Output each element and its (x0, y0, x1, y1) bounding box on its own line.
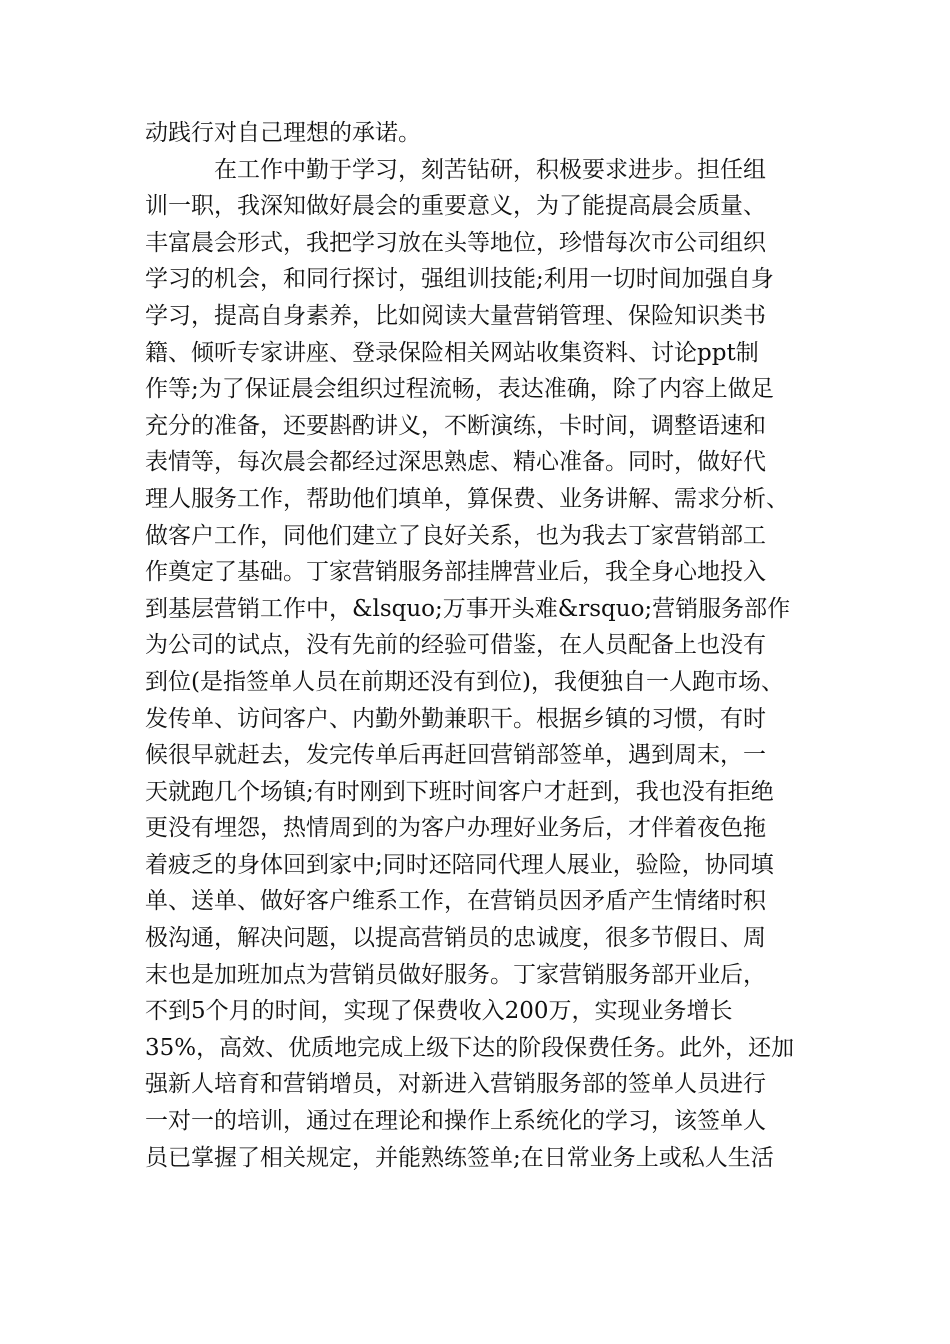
text-line: 35%，高效、优质地完成上级下达的阶段保费任务。此外，还加 (145, 1034, 795, 1061)
text-line: 到基层营销工作中，&lsquo;万事开头难&rsquo;营销服务部作 (145, 595, 791, 622)
text-line: 末也是加班加点为营销员做好服务。丁家营销服务部开业后， (145, 961, 766, 988)
text-line: 天就跑几个场镇;有时刚到下班时间客户才赶到，我也没有拒绝 (145, 778, 774, 805)
text-line: 极沟通，解决问题，以提高营销员的忠诚度，很多节假日、周 (145, 925, 766, 952)
text-line: 员已掌握了相关规定，并能熟练签单;在日常业务上或私人生活 (145, 1144, 774, 1171)
text-line: 发传单、访问客户、内勤外勤兼职干。根据乡镇的习惯，有时 (145, 705, 766, 732)
text-line: 表情等，每次晨会都经过深思熟虑、精心准备。同时，做好代 (145, 449, 766, 476)
text-line: 做客户工作，同他们建立了良好关系，也为我去丁家营销部工 (145, 522, 766, 549)
text-line: 单、送单、做好客户维系工作，在营销员因矛盾产生情绪时积 (145, 888, 766, 915)
text-line: 一对一的培训，通过在理论和操作上系统化的学习，该签单人 (145, 1108, 766, 1135)
paragraph-first-line: 在工作中勤于学习，刻苦钻研，积极要求进步。担任组 (214, 156, 766, 183)
text-line: 学习的机会，和同行探讨，强组训技能;利用一切时间加强自身 (145, 266, 774, 293)
text-line: 丰富晨会形式，我把学习放在头等地位，珍惜每次市公司组织 (145, 229, 766, 256)
text-line: 不到5个月的时间，实现了保费收入200万，实现业务增长 (145, 998, 733, 1025)
text-line: 训一职，我深知做好晨会的重要意义，为了能提高晨会质量、 (145, 193, 766, 220)
text-line: 充分的准备，还要斟酌讲义，不断演练，卡时间，调整语速和 (145, 412, 766, 439)
body-text (145, 115, 805, 1176)
text-line: 学习，提高自身素养，比如阅读大量营销管理、保险知识类书 (145, 302, 766, 329)
text-line: 更没有埋怨，热情周到的为客户办理好业务后，才伴着夜色拖 (145, 815, 766, 842)
text-line: 着疲乏的身体回到家中;同时还陪同代理人展业，验险，协同填 (145, 851, 774, 878)
text-line: 动践行对自己理想的承诺。 (145, 120, 421, 146)
text-line: 到位(是指签单人员在前期还没有到位)，我便独自一人跑市场、 (145, 668, 784, 695)
text-line: 作奠定了基础。丁家营销服务部挂牌营业后，我全身心地投入 (145, 559, 766, 586)
text-line: 籍、倾听专家讲座、登录保险相关网站收集资料、讨论ppt制 (145, 339, 759, 366)
text-line: 作等;为了保证晨会组织过程流畅，表达准确，除了内容上做足 (145, 376, 774, 403)
text-line: 候很早就赶去，发完传单后再赶回营销部签单，遇到周末，一 (145, 742, 766, 769)
text-line: 理人服务工作，帮助他们填单，算保费、业务讲解、需求分析、 (145, 485, 789, 512)
text-line: 为公司的试点，没有先前的经验可借鉴，在人员配备上也没有 (145, 632, 766, 659)
text-line: 强新人培育和营销增员，对新进入营销服务部的签单人员进行 (145, 1071, 766, 1098)
